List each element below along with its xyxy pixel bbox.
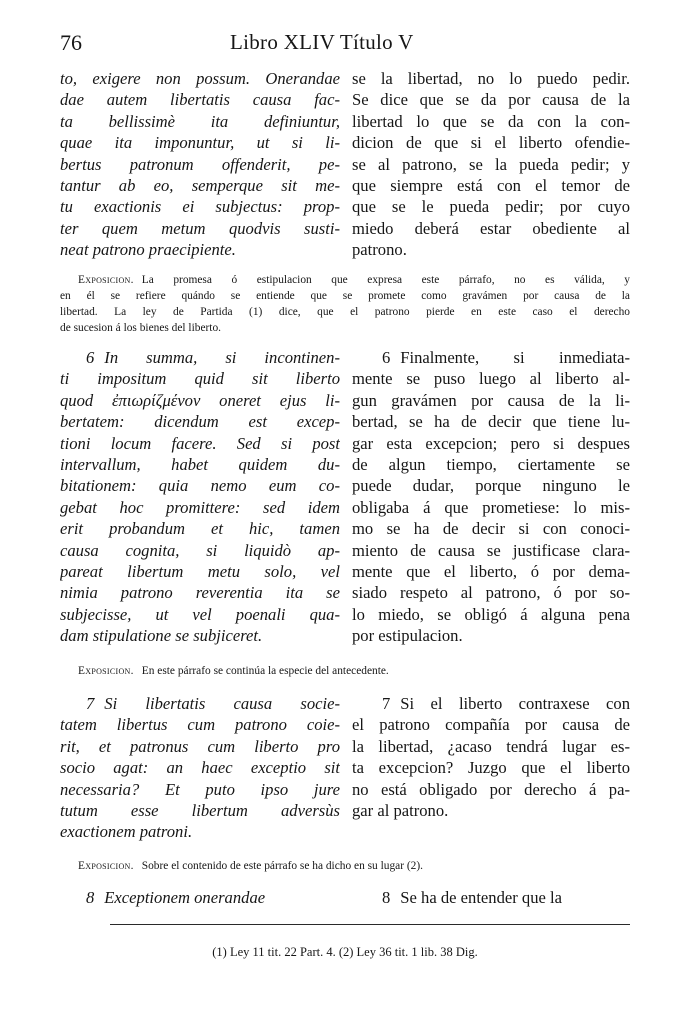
- text-line: lo miedo, se obligó á alguna pena: [352, 604, 630, 624]
- text-line: pareat libertum metu solo, vel: [60, 561, 340, 581]
- text-line: [60, 663, 630, 679]
- text-line: neat patrono praecipiente.: [60, 240, 236, 260]
- text-line: [60, 347, 340, 368]
- text-line: en él se refiere quándo se entiende que se promete como gravámen por causa de la: [60, 290, 630, 302]
- text-line: mente que el liberto, ó por dema-: [352, 561, 630, 581]
- spanish-column-block2: [352, 347, 630, 646]
- text-line: que se le pueda pedir; por cuyo: [352, 197, 630, 217]
- text-line: se la libertad, no lo puedo pedir.: [352, 69, 630, 88]
- text-line: [352, 887, 630, 908]
- text-line: de algun tiempo, ciertamente se: [352, 454, 630, 474]
- paragraph-text: Si libertatis causa socie-: [104, 694, 340, 713]
- latin-column-block2: [60, 347, 340, 646]
- text-line: gar esta excepcion; pero si despues: [352, 433, 630, 453]
- text-line: socio agat: an haec exceptio sit: [60, 758, 340, 778]
- text-line: gun gravámen por causa de la li-: [352, 390, 630, 410]
- text-line: libertad. La ley de Partida (1) dice, que el patrono pierde en este caso el derecho: [60, 306, 630, 318]
- text-line: dae autem libertatis causa fac-: [60, 90, 340, 110]
- text-line: mente se puso luego al liberto al-: [352, 369, 630, 389]
- text-line: ta excepcion? Juzgo que el liberto: [352, 758, 630, 778]
- text-line: necessaria? Et puto ipso jure: [60, 779, 340, 799]
- exposicion-block1: [60, 272, 630, 336]
- text-line: [352, 347, 630, 368]
- text-line: de sucesion á los bienes del liberto.: [60, 322, 222, 334]
- text-line: el patrono compañía por causa de: [352, 715, 630, 735]
- text-line: Se dice que se da por causa de la: [352, 90, 630, 110]
- paragraph-number: 7: [86, 694, 95, 713]
- exposicion-label: Exposicion.: [78, 665, 134, 677]
- text-line: erit probandum et hic, tamen: [60, 519, 340, 539]
- spanish-column-block1: [352, 68, 630, 261]
- text-line: [60, 887, 340, 908]
- exposicion-block2: [60, 663, 630, 679]
- text-line: tutum esse libertum adversùs: [60, 800, 340, 820]
- latin-column-block1: [60, 68, 340, 261]
- text-line: puede dudar, porque ninguno le: [352, 476, 630, 496]
- text-line: exactionem patroni.: [60, 822, 193, 842]
- paragraph-text: Finalmente, si inmediata-: [400, 348, 630, 367]
- text-line: bertus patronum offenderit, pe-: [60, 154, 340, 174]
- exposicion-text: Sobre el contenido de este párrafo se ha dicho en su lugar (2).: [141, 860, 423, 872]
- paragraph-text: Exceptionem onerandae: [104, 888, 266, 907]
- exposicion-text: En este párrafo se continúa la especie del antecedente.: [141, 665, 389, 677]
- paragraph-number: 6: [86, 348, 95, 367]
- paragraph-number: 6: [382, 348, 391, 367]
- text-line: [60, 272, 630, 288]
- spanish-column-block3: [352, 693, 630, 821]
- exposicion-label: Exposicion.: [78, 860, 134, 872]
- text-line: siado respeto al patrono, ó por so-: [352, 583, 630, 603]
- text-line: causa cognita, si liquidò ap-: [60, 540, 340, 560]
- running-title: Libro XLIV Título V: [230, 30, 414, 54]
- text-line: nimia patrono reverentia ita se: [60, 583, 340, 603]
- text-line: no está obligado por derecho á pa-: [352, 779, 630, 799]
- paragraph-text: Si el liberto contraxese con: [400, 694, 630, 713]
- text-line: [60, 693, 340, 714]
- paragraph-text: In summa, si incontinen-: [104, 348, 340, 367]
- text-line: [352, 693, 630, 714]
- text-line: quae ita imponuntur, ut si li-: [60, 133, 340, 153]
- text-line: que siempre está con el temor de: [352, 175, 630, 195]
- text-line: la libertad, ¿acaso tendrá lugar es-: [352, 736, 630, 756]
- text-line: dicion de que si el liberto ofendie-: [352, 133, 630, 153]
- text-line: tatem libertus cum patrono coie-: [60, 715, 340, 735]
- latin-column-block4: [60, 887, 340, 908]
- text-line: bertatem: dicendum est excep-: [60, 412, 340, 432]
- text-line: intervallum, habet quidem du-: [60, 454, 340, 474]
- text-line: tioni locum facere. Sed si post: [60, 433, 340, 453]
- footnotes: (1) Ley 11 tit. 22 Part. 4. (2) Ley 36 tit. 1 lib. 38 Dig.: [212, 945, 478, 959]
- paragraph-number: 7: [382, 694, 391, 713]
- text-line: rit, et patronus cum liberto pro: [60, 736, 340, 756]
- text-line: bertad, se ha de decir que tiene lu-: [352, 412, 630, 432]
- text-line: tantur ab eo, semperque sit me-: [60, 175, 340, 195]
- page-header: [60, 30, 630, 60]
- latin-column-block3: [60, 693, 340, 843]
- text-line: dam stipulatione se subjiceret.: [60, 626, 263, 646]
- exposicion-text: La promesa ó estipulacion que expresa este párrafo, no es válida, y: [141, 274, 630, 286]
- text-line: gebat hoc promittere: sed idem: [60, 497, 340, 517]
- text-line: subjecisse, ut vel poenali qua-: [60, 604, 340, 624]
- footnote-divider: [110, 924, 630, 925]
- text-line: ti impositum quid sit liberto: [60, 369, 340, 389]
- text-line: obligaba á que prometiese: lo mis-: [352, 497, 630, 517]
- exposicion-block3: [60, 858, 630, 874]
- spanish-column-block4: [352, 887, 630, 908]
- text-line: ta bellissimè ita definiuntur,: [60, 111, 340, 131]
- text-line: mo se ha de decir si con conoci-: [352, 519, 630, 539]
- paragraph-number: 8: [382, 888, 391, 907]
- text-line: ter quem metum quodvis susti-: [60, 218, 340, 238]
- text-line: bitationem: quia nemo eum co-: [60, 476, 340, 496]
- text-line: miedo deberá estar obediente al: [352, 218, 630, 238]
- text-line: to, exigere non possum. Onerandae: [60, 69, 340, 88]
- paragraph-number: 8: [86, 888, 95, 907]
- text-line: patrono.: [352, 240, 407, 260]
- text-line: miento de causa se justificase clara-: [352, 540, 630, 560]
- text-line: tu exactionis ei subjectus: prop-: [60, 197, 340, 217]
- text-line: se al patrono, se la pueda pedir; y: [352, 154, 630, 174]
- text-line: gar al patrono.: [352, 800, 449, 820]
- text-line: libertad lo que se da con la con-: [352, 111, 630, 131]
- text-line: [60, 858, 630, 874]
- text-line: por estipulacion.: [352, 626, 463, 646]
- page-number: 76: [60, 30, 82, 55]
- paragraph-text: Se ha de entender que la: [400, 888, 563, 907]
- text-line: quod ἐπιωρίζμένον oneret ejus li-: [60, 390, 340, 410]
- exposicion-label: Exposicion.: [78, 274, 134, 286]
